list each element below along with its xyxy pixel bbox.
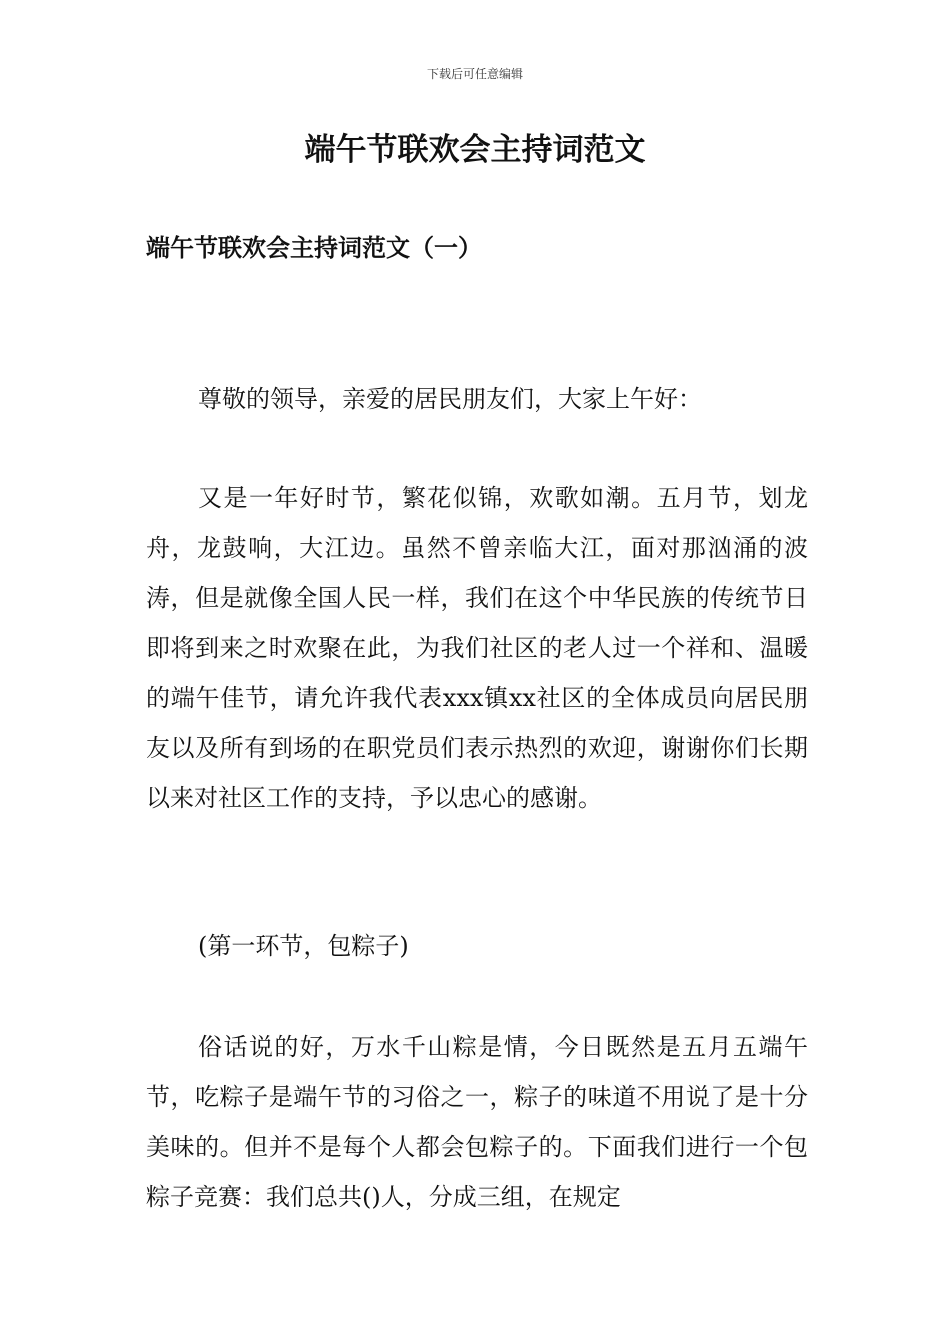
greeting-paragraph: 尊敬的领导，亲爱的居民朋友们，大家上午好： [198, 385, 702, 413]
document-title: 端午节联欢会主持词范文 [304, 132, 646, 168]
section-heading: 端午节联欢会主持词范文（一） [146, 233, 482, 262]
header-note: 下载后可任意编辑 [426, 67, 523, 81]
stage-paragraph: (第一环节，包粽子) [198, 932, 409, 960]
zongzi-paragraph: 俗话说的好，万水千山粽是情，今日既然是五月五端午节，吃粽子是端午节的习俗之一，粽子的味道不用说了是十分美味的。但并不是每个人都会包粽子的。下面我们进行一个包粽子竞赛：我们总共()人，分成三组，在规定 [146, 1033, 808, 1211]
intro-paragraph: 又是一年好时节，繁花似锦，欢歌如潮。五月节，划龙舟，龙鼓响，大江边。虽然不曾亲临大江，面对那汹涌的波涛，但是就像全国人民一样，我们在这个中华民族的传统节日即将到来之时欢聚在此，为我们社区的老人过一个祥和、温暖的端午佳节，请允许我代表xxx镇xx社区的全体成员向居民朋友以及所有到场的在职党员们表示热烈的欢迎，谢谢你们长期以来对社区工作的支持，予以忠心的感谢。 [146, 484, 808, 812]
